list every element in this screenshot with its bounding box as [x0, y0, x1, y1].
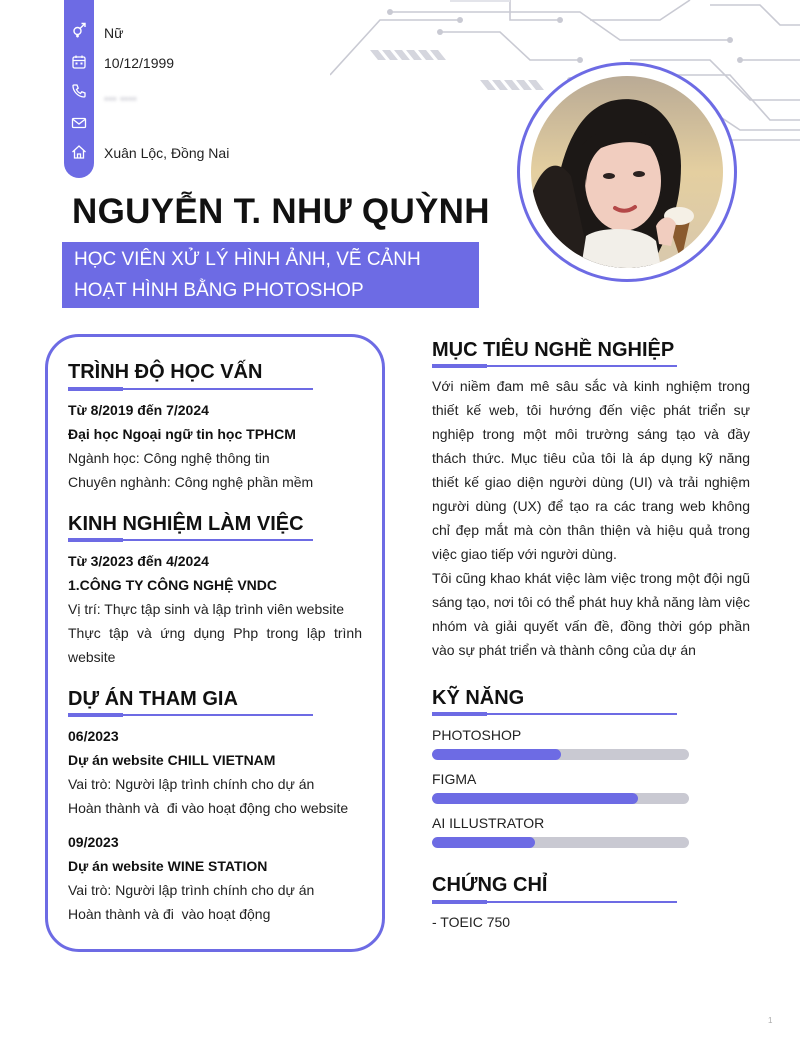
experience-period: Từ 3/2023 đến 4/2024 — [68, 553, 209, 569]
certificate-item: - TOEIC 750 — [432, 914, 511, 930]
experience-desc-line-2: website — [68, 649, 116, 665]
skill-bar-track — [432, 837, 689, 848]
gender-text: Nữ — [104, 25, 124, 41]
home-icon — [71, 144, 87, 160]
objective-heading: MỤC TIÊU NGHỀ NGHIỆP — [432, 339, 675, 361]
skill-bar-fill — [432, 749, 561, 760]
project-2-name: Dự án website WINE STATION — [68, 858, 268, 874]
phone-text: ••• •••• — [104, 92, 137, 106]
skills-heading: KỸ NĂNG — [432, 687, 525, 709]
mail-icon — [71, 115, 87, 131]
certificates-heading: CHỨNG CHỈ — [432, 874, 548, 896]
skill-bar-track — [432, 793, 689, 804]
address-text: Xuân Lộc, Đồng Nai — [104, 145, 230, 161]
page-number: 1 — [768, 1016, 773, 1025]
education-school: Đại học Ngoại ngữ tin học TPHCM — [68, 426, 296, 442]
avatar — [531, 76, 723, 268]
project-1-date: 06/2023 — [68, 728, 119, 744]
skill-bar-track — [432, 749, 689, 760]
job-title-banner — [62, 242, 479, 308]
gender-icon — [71, 22, 87, 38]
projects-rule — [68, 714, 313, 716]
skills-rule — [432, 713, 677, 715]
experience-company: 1.CÔNG TY CÔNG NGHỆ VNDC — [68, 577, 277, 593]
avatar-frame — [517, 62, 737, 282]
job-title-line-1: HỌC VIÊN XỬ LÝ HÌNH ẢNH, VẼ CẢNH — [74, 249, 421, 270]
skill-bar-fill — [432, 793, 638, 804]
candidate-name: NGUYỄN T. NHƯ QUỲNH — [72, 192, 490, 231]
education-major: Ngành học: Công nghệ thông tin — [68, 450, 270, 466]
experience-heading: KINH NGHIỆM LÀM VIỆC — [68, 513, 304, 535]
calendar-icon — [71, 54, 87, 70]
project-1-name: Dự án website CHILL VIETNAM — [68, 752, 276, 768]
experience-position: Vị trí: Thực tập sinh và lập trình viên website — [68, 601, 345, 617]
skill-bar-fill — [432, 837, 535, 848]
project-1-role: Vai trò: Người lập trình chính cho dự án — [68, 776, 315, 792]
experience-desc-line-1: Thực tập và ứng dụng Php trong lập trình — [68, 625, 362, 641]
skill-label: FIGMA — [432, 771, 477, 787]
project-2-role: Vai trò: Người lập trình chính cho dự án — [68, 882, 315, 898]
contact-strip — [64, 0, 94, 178]
education-rule — [68, 388, 313, 390]
birthday-text: 10/12/1999 — [104, 55, 175, 71]
experience-rule — [68, 539, 313, 541]
job-title-line-2: HOẠT HÌNH BẰNG PHOTOSHOP — [74, 280, 364, 301]
project-2-date: 09/2023 — [68, 834, 119, 850]
education-heading: TRÌNH ĐỘ HỌC VẤN — [68, 361, 263, 383]
skill-label: AI ILLUSTRATOR — [432, 815, 545, 831]
objective-rule — [432, 365, 677, 367]
project-1-result: Hoàn thành và đi vào hoạt động cho website — [68, 800, 349, 816]
education-period: Từ 8/2019 đến 7/2024 — [68, 402, 209, 418]
phone-icon — [71, 83, 87, 99]
projects-heading: DỰ ÁN THAM GIA — [68, 688, 238, 710]
objective-paragraph-1: Với niềm đam mê sâu sắc và kinh nghiệm trong thiết kế web, tôi hướng đến việc phát triển sự nghiệp trong một môi trường sáng tạo và đầy thách thức. Mục tiêu của tôi là áp dụng kỹ năng thiết kế giao diện người dùng (UI) và trải nghiệm người dùng (UX) để tạo ra các trang web không chỉ đẹp mắt mà còn thân thiện và hiệu quả trong việc giao tiếp với người dùng. — [432, 378, 750, 562]
objective-paragraph-2: Tôi cũng khao khát việc làm việc trong một đội ngũ sáng tạo, nơi tôi có thể phát huy khả năng làm việc nhóm và giải quyết vấn đề, đồng thời góp phần vào sự phát triển và thành công của dự án — [432, 570, 750, 658]
project-2-result: Hoàn thành và đi vào hoạt động — [68, 906, 271, 922]
education-specialization: Chuyên nghành: Công nghệ phần mềm — [68, 474, 314, 490]
skill-label: PHOTOSHOP — [432, 727, 522, 743]
certificates-rule — [432, 901, 677, 903]
